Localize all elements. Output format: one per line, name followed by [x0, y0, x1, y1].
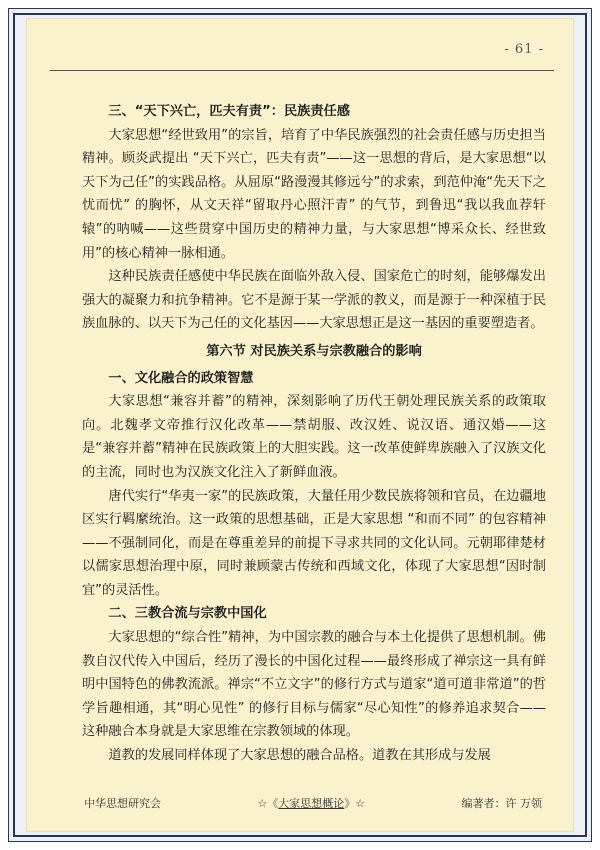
paragraph: 道教的发展同样体现了大家思想的融合品格。道教在其形成与发展 [108, 748, 491, 764]
footer-title-prefix: ☆《 [257, 797, 279, 810]
paragraph: 这种民族责任感使中华民族在面临外敌入侵、国家危亡的时刻，能够爆发出强大的凝聚力和抗争精神。它不是源于某一学派的教义，而是源于一种深植于民族血脉的、以天下为己任的文化基因——大家思想正是这一基因的重要塑造者。 [82, 269, 546, 332]
paragraph: 大家思想“经世致用”的宗旨，培育了中华民族强烈的社会责任感与历史担当精神。顾炎武提出 “天下兴亡，匹夫有责”——这一思想的背后，是大家思想“以天下为己任”的实践品格。从屈原“路漫漫其修远兮”的求索，到范仲淹“先天下之忧而忧” 的胸怀，从文天祥“留取丹心照汗青” 的气节，到鲁迅“我以我血荐轩辕”的呐喊——这些贯穿中国历史的精神力量，与大家思想“博采众长、经世致用”的核心精神一脉相通。 [82, 127, 546, 261]
document-page [26, 18, 574, 832]
footer-book-title [257, 795, 365, 811]
paragraph: 大家思想的“综合性”精神，为中国宗教的融合与本土化提供了思想机制。佛教自汉代传入中国后，经历了漫长的中国化过程——最终形成了禅宗这一具有鲜明中国特色的佛教流派。禅宗“不立文字”的修行方式与道家“道可道非常道”的哲学旨趣相通，其“明心见性” 的修行目标与儒家“尽心知性”的修养追求契合——这种融合本身就是大家思维在宗教领域的体现。 [82, 630, 546, 740]
paragraph: 唐代实行“华夷一家”的民族政策，大量任用少数民族将领和官员，在边疆地区实行羁縻统治。这一政策的思想基础，正是大家思想 “和而不同” 的包容精神——不强制同化，而是在尊重差异的前提下寻求共同的文化认同。元朝耶律楚材以儒家思想治理中原，同时兼顾蒙古传统和西域文化，体现了大家思想“因时制宜”的灵活性。 [82, 488, 546, 598]
chapter-section-title: 第六节 对民族关系与宗教融合的影响 [206, 343, 422, 359]
footer-organization: 中华思想研究会 [84, 797, 161, 810]
paragraph: 大家思想“兼容并蓄”的精神，深刻影响了历代王朝处理民族关系的政策取向。北魏孝文帝推行汉化改革——禁胡服、改汉姓、说汉语、通汉婚——这是“兼容并蓄”精神在民族政策上的大胆实践。这一改革使鲜卑族融入了汉族文化的主流，同时也为汉族文化注入了新鲜血液。 [82, 394, 546, 480]
section-heading: 三、“天下兴亡，匹夫有责”：民族责任感 [108, 104, 350, 119]
footer-title-text: 大家思想概论 [278, 797, 345, 810]
footer-title-suffix: 》☆ [344, 797, 366, 810]
page-footer [84, 795, 542, 811]
header-rule [50, 70, 554, 71]
section-heading: 一、文化融合的政策智慧 [108, 370, 254, 386]
page-number: - 61 - [504, 42, 544, 57]
document-body [82, 100, 546, 768]
footer-author: 编著者：许 万领 [461, 797, 542, 810]
section-heading: 二、三教合流与宗教中国化 [108, 606, 267, 622]
